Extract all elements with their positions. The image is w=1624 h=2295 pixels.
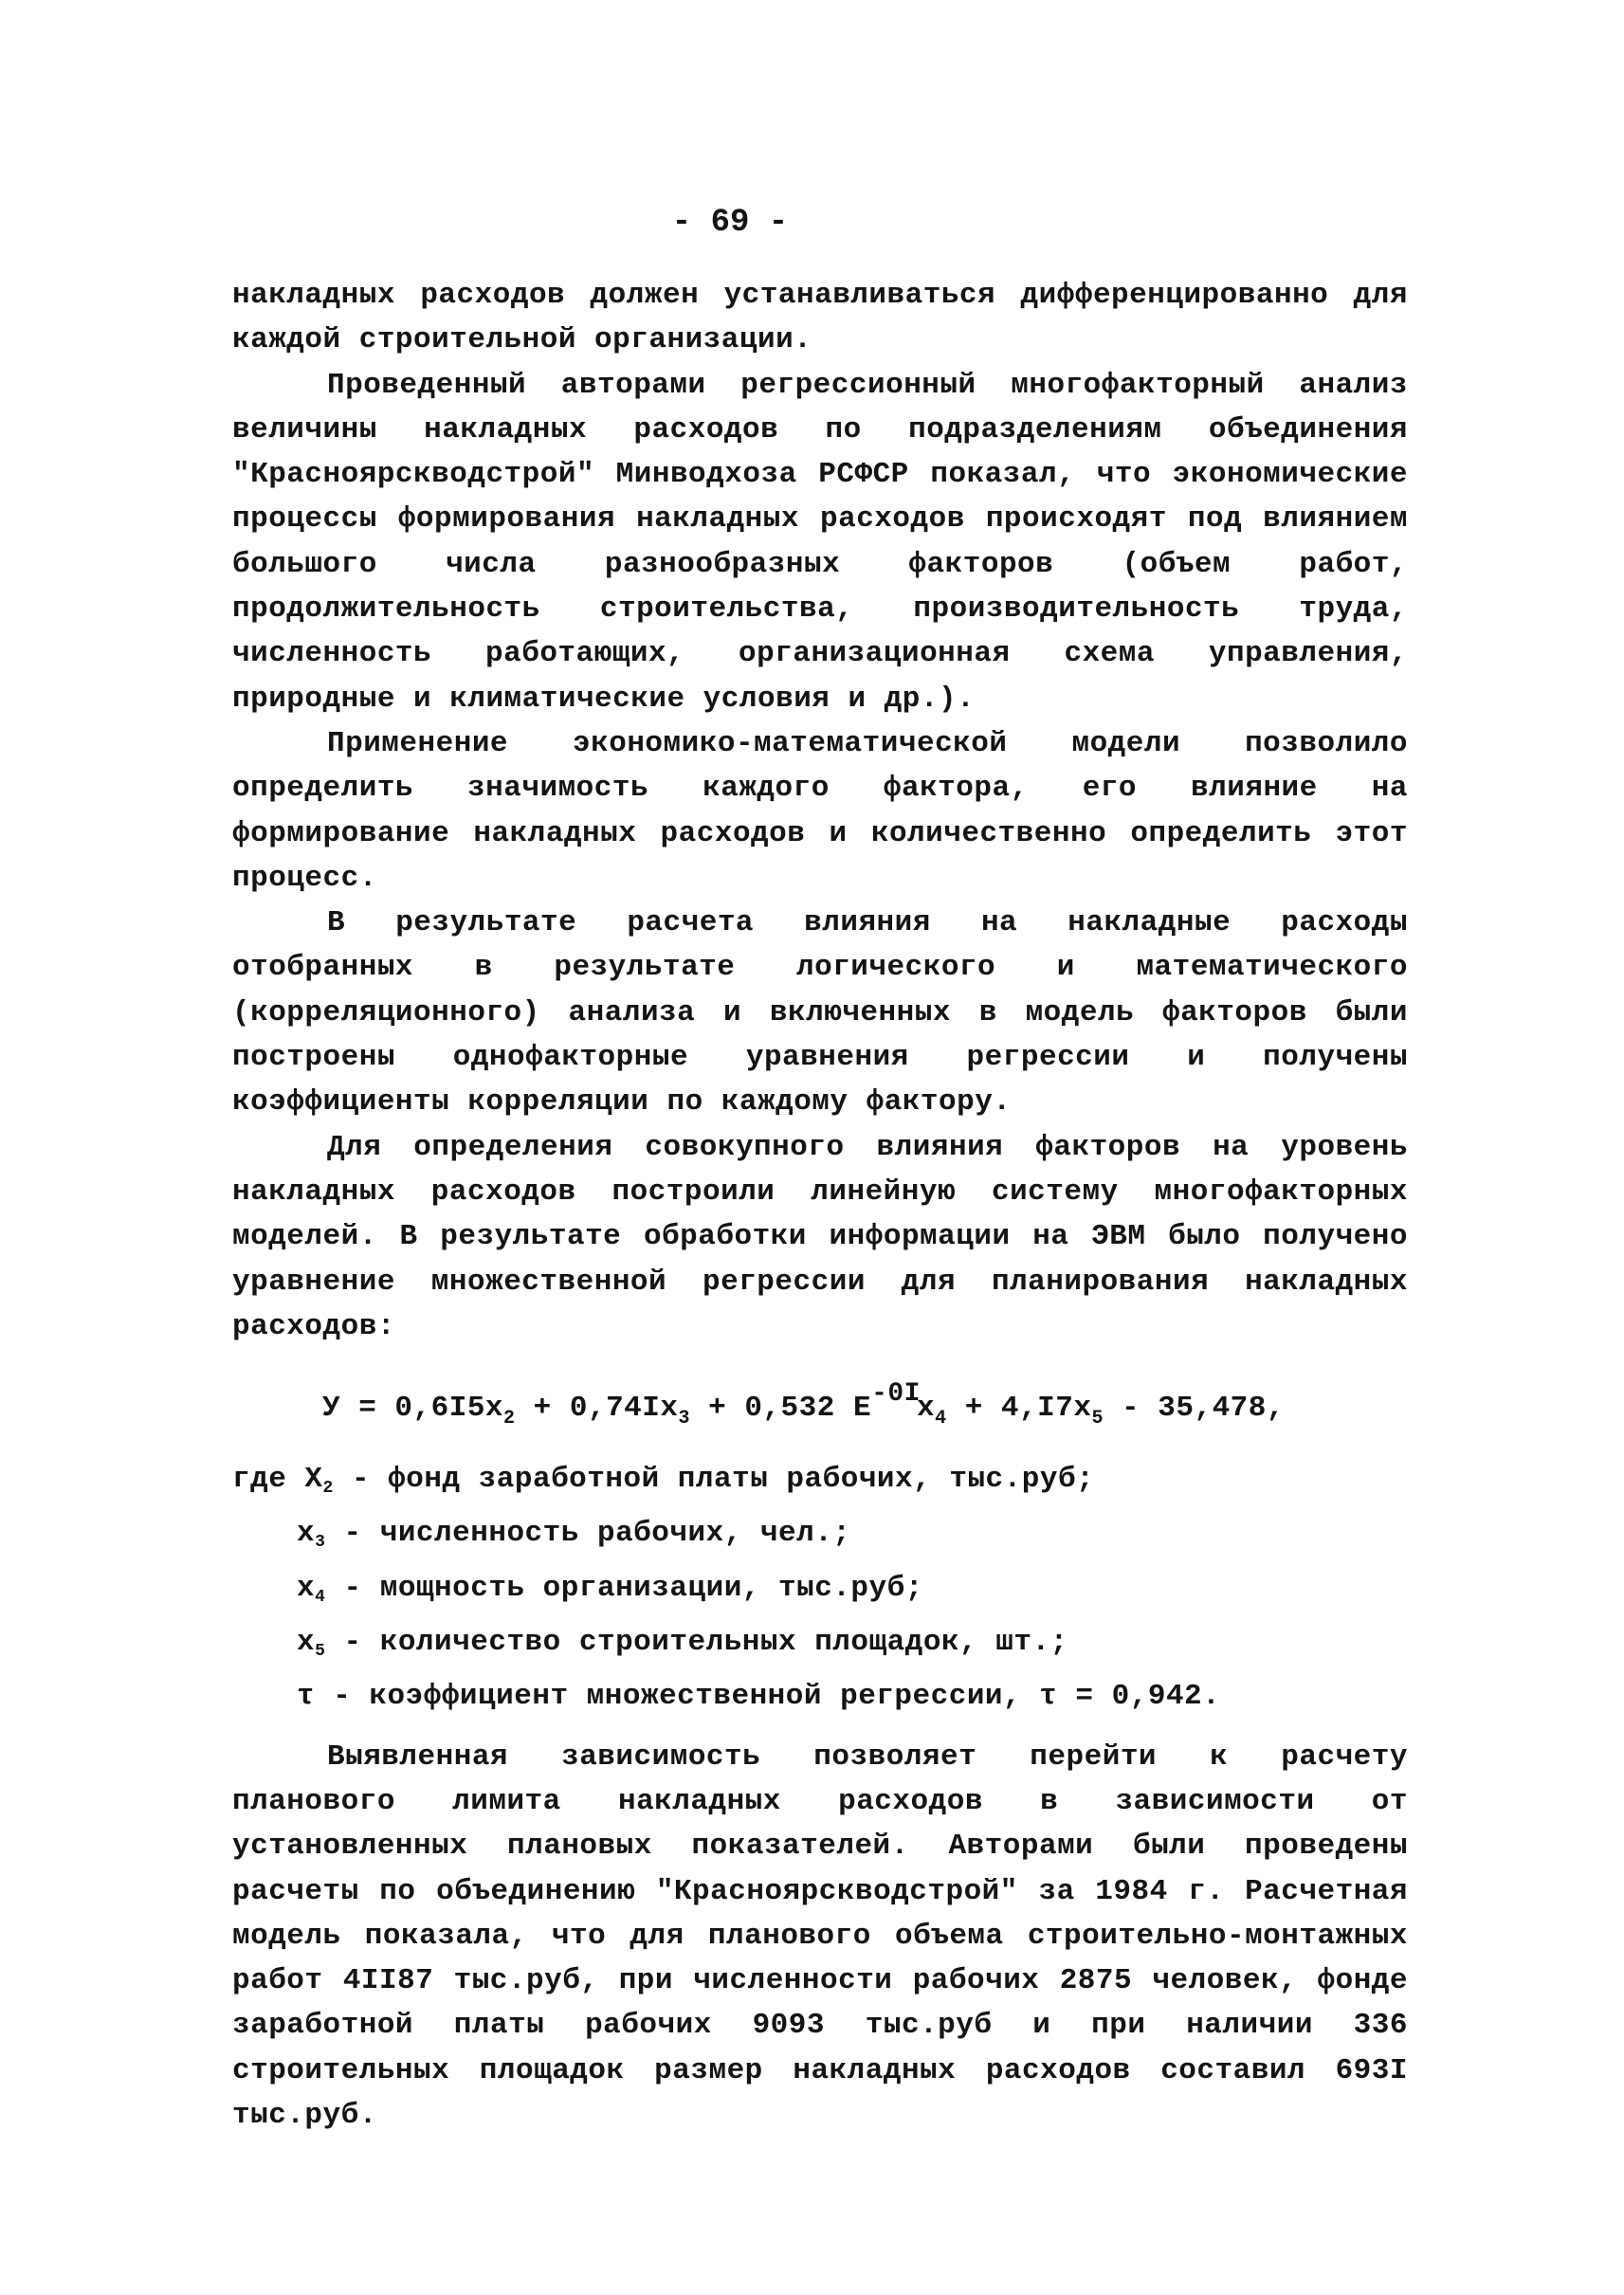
- definition-text: - коэффициент множественной регрессии, τ = 0,942.: [315, 1680, 1221, 1714]
- formula-term-3-exponent: -0I: [871, 1379, 921, 1410]
- paragraph-regression-analysis: Проведенный авторами регрессионный многофакторный анализ величины накладных расходов по подразделениям объединения "Красноярскводстрой" Минводхоза РСФСР показал, что экономические процессы формирования накладных расходов происходят под влиянием большого числа разнообразных факторов (объем работ, продолжительность строительства, производительность труда, численность работающих, организационная схема управления, природные и климатические условия и др.).: [232, 368, 1408, 716]
- definition-text: - фонд заработной платы рабочих, тыс.руб;: [333, 1463, 1095, 1497]
- formula-term-3: 0,532 E: [744, 1392, 872, 1426]
- definition-row: [232, 1566, 1408, 1620]
- formula-operator: +: [946, 1392, 1001, 1426]
- paragraph-calculation-results: Выявленная зависимость позволяет перейти к расчету планового лимита накладных расходов в зависимости от установленных плановых показателей. Авторами были проведены расчеты по объединению "Красноярскводстрой" за 1984 г. Расчетная модель показала, что для планового объема строительно-монтажных работ 4II87 тыс.руб, при численности рабочих 2875 человек, фонде заработной платы рабочих 9093 тыс.руб и при наличии 336 строительных площадок размер накладных расходов составил 693I тыс.руб.: [232, 1739, 1408, 2132]
- definition-row: [232, 1511, 1408, 1565]
- formula-operator: +: [515, 1392, 570, 1426]
- formula-term-1: 0,6I5х: [394, 1392, 504, 1426]
- formula-operator: +: [690, 1392, 745, 1426]
- definition-symbol: $х_3$: [297, 1517, 326, 1553]
- definition-symbol: τ: [297, 1680, 316, 1714]
- paragraph-model-application: Применение экономико-математической модели позволило определить значимость каждого фактора, его влияние на формирование накладных расходов и количественно определить этот процесс.: [232, 726, 1408, 895]
- definition-symbol: $Х_2$: [304, 1463, 334, 1499]
- paragraph-multifactor-models: Для определения совокупного влияния факторов на уровень накладных расходов построили линейную систему многофакторных моделей. В результате обработки информации на ЭВМ было получено уравнение множественной регрессии для планирования накладных расходов:: [232, 1130, 1408, 1343]
- definition-text: - мощность организации, тыс.руб;: [325, 1571, 923, 1605]
- formula-constant: 35,478,: [1158, 1392, 1285, 1426]
- formula-term-4: 4,I7х: [1000, 1392, 1092, 1426]
- variable-definitions: [232, 1457, 1408, 1728]
- definition-symbol: $х_5$: [297, 1626, 326, 1662]
- formula-term-2-subscript: 3: [678, 1408, 691, 1430]
- definition-row: [232, 1674, 1408, 1728]
- definition-text: - количество строительных площадок, шт.;: [325, 1626, 1068, 1660]
- formula-term-3-variable: х: [916, 1392, 936, 1426]
- paragraph-single-factor-equations: В результате расчета влияния на накладные расходы отобранных в результате логического и математического (корреляционного) анализа и включенных в модель факторов были построены однофакторные уравнения регрессии и получены коэффициенты корреляции по каждому фактору.: [232, 906, 1408, 1120]
- body-text: [232, 273, 1408, 2138]
- definition-row: [232, 1457, 1408, 1511]
- paragraph-continuation: накладных расходов должен устанавливаться дифференцированно для каждой строительной организации.: [232, 279, 1408, 357]
- formula-term-3-subscript: 4: [935, 1408, 947, 1430]
- definition-prefix: где: [232, 1463, 305, 1497]
- regression-formula: [232, 1366, 1408, 1448]
- formula-operator: -: [1103, 1392, 1159, 1426]
- definition-symbol: $х_4$: [297, 1571, 326, 1607]
- formula-term-2: 0,74Iх: [569, 1392, 679, 1426]
- definition-text: - численность рабочих, чел.;: [325, 1517, 851, 1551]
- formula-lhs: У =: [322, 1392, 395, 1426]
- definition-row: [232, 1620, 1408, 1674]
- page-number: - 69 -: [671, 205, 789, 241]
- formula-term-4-subscript: 5: [1091, 1408, 1104, 1430]
- formula-term-1-subscript: 2: [503, 1408, 516, 1430]
